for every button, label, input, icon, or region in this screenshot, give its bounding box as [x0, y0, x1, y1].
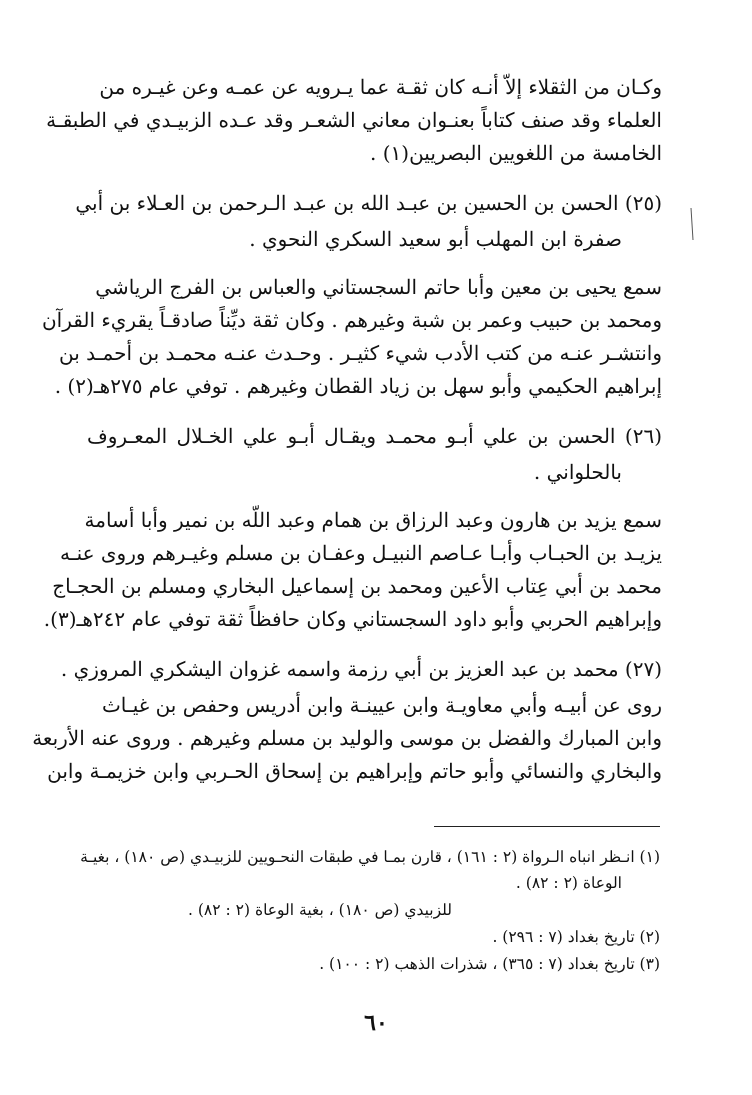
entry-25-heading-line-2: صفرة ابن المهلب أبو سعيد السكري النحوي . [249, 227, 622, 251]
footnote-2: (٢) تاريخ بغداد (٧ : ٢٩٦) . [492, 928, 660, 946]
body-line-13: يزيـد بن الحبـاب وأبـا عـاصم النبيـل وعفـان بن مسلم وغيـرهم وروى عنـه [59, 541, 662, 565]
entry-26-heading-line-1: (٢٦) الحسن بن علي أبـو محمـد ويقـال أبـو علي الخـلال المعـروف [87, 424, 662, 448]
entry-25-heading-line-1: (٢٥) الحسن بن الحسين بن عبـد الله بن عبـد الـرحمن بن العـلاء بن أبي [75, 191, 662, 215]
body-line-19: والبخاري والنسائي وأبو حاتم وإبراهيم بن إسحاق الحـربي وابن خزيمـة وابن [47, 759, 662, 783]
body-line-1: وكـان من الثقلاء إلاّ أنـه كان ثقـة عما يـرويه عن عمـه وعن غيـره من [99, 75, 662, 99]
body-line-8: وانتشـر عنـه من كتب الأدب شيء كثيـر . وحـدث عنـه محمـد بن أحمـد بن [59, 341, 662, 365]
body-line-15: وإبراهيم الحربي وأبو داود السجستاني وكان حافظاً ثقة توفي عام ٢٤٢هـ(٣). [43, 607, 662, 631]
body-line-3: الخامسة من اللغويين البصريين(١) . [370, 141, 662, 165]
body-line-6: سمع يحيى بن معين وأبا حاتم السجستاني والعباس بن الفرج الرياشي [95, 275, 662, 299]
footnote-3: (٣) تاريخ بغداد (٧ : ٣٦٥) ، شذرات الذهب (٢ : ١٠٠) . [319, 955, 660, 973]
body-line-12: سمع يزيد بن هارون وعبد الرزاق بن همام وعبد اللّه بن نمير وأبا أسامة [84, 508, 662, 532]
footnote-1-line-3: للزبيدي (ص ١٨٠) ، بغية الوعاة (٢ : ٨٢) . [188, 901, 452, 919]
page-number: ٦٠ [364, 1010, 388, 1036]
body-line-18: وابن المبارك والفضل بن موسى والوليد بن مسلم وغيرهم . وروى عنه الأربعة [32, 726, 662, 750]
entry-26-heading-line-2: بالحلواني . [533, 460, 622, 484]
footnote-1-line-1: (١) انـظر انباه الـرواة (٢ : ١٦١) ، قارن بمـا في طبقات النحـويين للزبيـدي (ص ١٨٠) ، بغيـة [80, 848, 660, 866]
body-line-14: محمد بن أبي عِتاب الأعين ومحمد بن إسماعيل البخاري ومسلم بن الحجـاج [52, 574, 662, 598]
footnote-1-line-2: الوعاة (٢ : ٨٢) . [515, 874, 622, 892]
entry-27-heading: (٢٧) محمد بن عبد العزيز بن أبي رزمة واسمه غزوان اليشكري المروزي . [60, 657, 662, 681]
body-line-17: روى عن أبيـه وأبي معاويـة وابن عيينـة وابن أدريس وحفص بن غيـاث [101, 693, 662, 717]
body-line-7: ومحمد بن حبيب وعمر بن شبة وغيرهم . وكان ثقة ديِّناً صادقـاً يقريء القرآن [41, 308, 662, 332]
body-line-2: العلماء وقد صنف كتاباً بعنـوان معاني الشعـر وقد عـده الزبيـدي في الطبقـة [46, 108, 662, 132]
body-line-9: إبراهيم الحكيمي وأبو سهل بن زياد القطان وغيرهم . توفي عام ٢٧٥هـ(٢) . [54, 374, 662, 398]
